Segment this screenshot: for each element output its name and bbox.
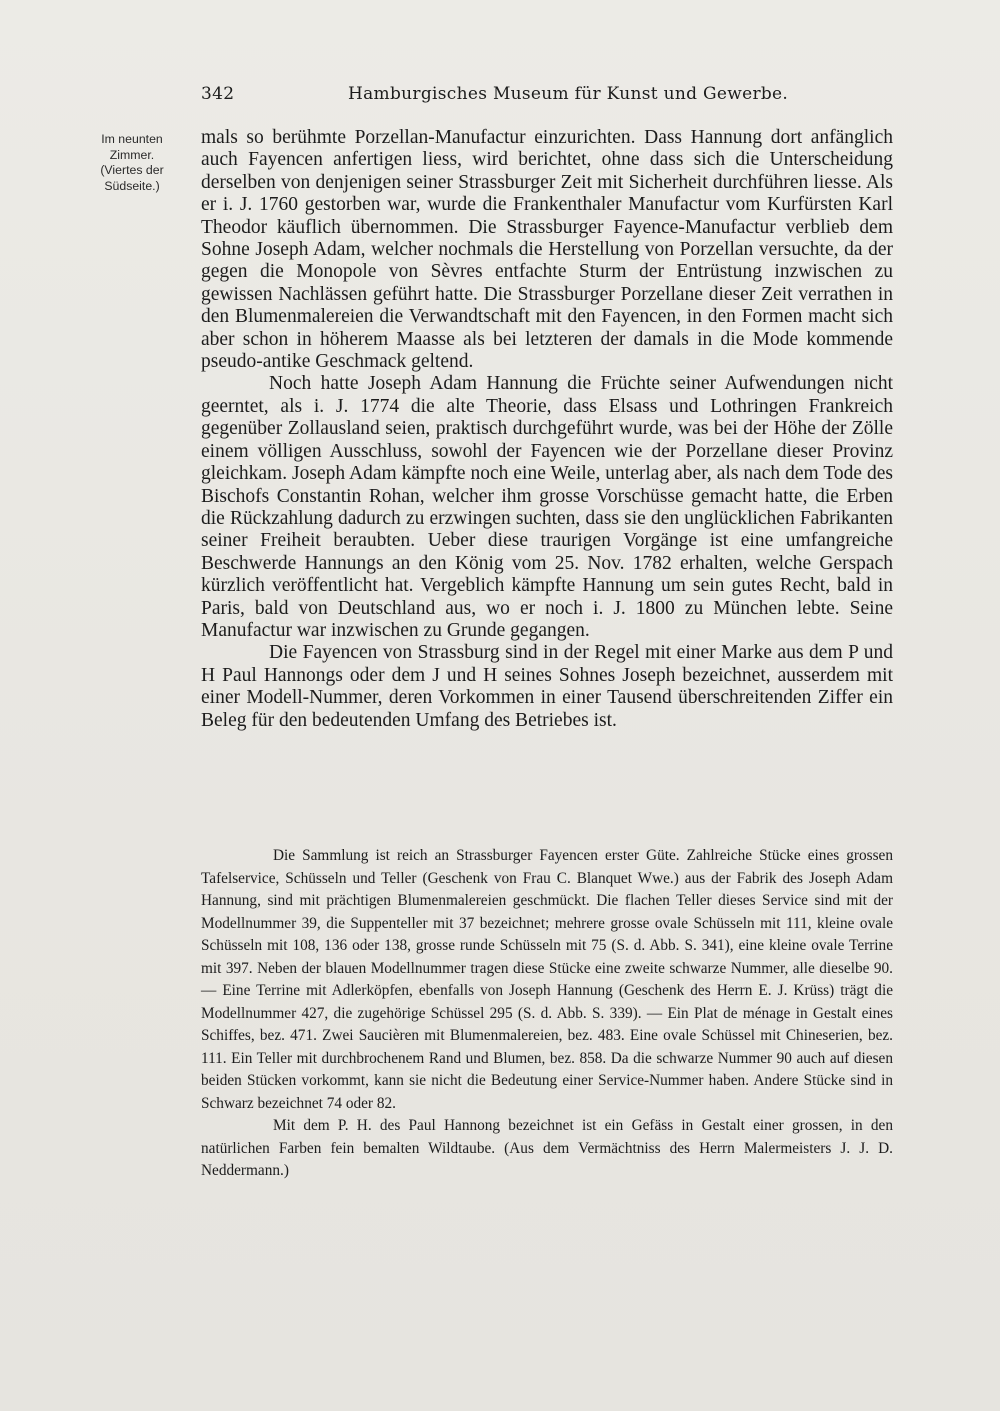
margin-note-line: Im neunten — [101, 132, 163, 146]
running-title: Hamburgisches Museum für Kunst und Gewerbe. — [348, 84, 789, 104]
body-paragraph: mals so berühmte Porzellan-Manufactur einzurichten. Dass Hannung dort anfänglich auch Fayencen anfertigen liess, wird berichtet, ohne dass sich die Unterscheidung derselben von denjenigen seiner Strassburger Zeit mit Sicherheit durchführen liesse. Als er i. J. 1760 gestorben war, wurde die Frankenthaler Manufactur vom Kurfürsten Karl Theodor käuflich übernommen. Die Strassburger Fayence-Manufactur verblieb dem Sohne Joseph Adam, welcher nochmals die Herstellung von Porzellan versuchte, da der gegen die Monopole von Sèvres entfachte Sturm der Entrüstung inzwischen zu gewissen Nachlässen geführt hatte. Die Strassburger Porzellane dieser Zeit verrathen in den Blumenmalereien die Verwandtschaft mit den Fayencen, in den Formen macht sich aber schon in höherem Maasse als bei letzteren der damals in die Mode kommende pseudo-antike Geschmack geltend. — [201, 127, 893, 373]
margin-note-line: Zimmer. — [109, 147, 155, 162]
small-paragraph: Mit dem P. H. des Paul Hannong bezeichnet ist ein Gefäss in Gestalt einer grossen, in den natürlichen Farben fein bemalten Wildtaube. (Aus dem Vermächtniss des Herrn Malermeisters J. J. D. Neddermann.) — [201, 1117, 893, 1179]
main-text — [201, 127, 893, 732]
margin-note-line: (Viertes der — [100, 163, 164, 177]
small-paragraph: Die Sammlung ist reich an Strassburger Fayencen erster Güte. Zahlreiche Stücke eines grossen Tafelservice, Schüsseln und Teller (Geschenk von Frau C. Blanquet Wwe.) aus der Fabrik des Joseph Adam Hannung, sind mit prächtigen Blumenmalereien geschmückt. Die flachen Teller dieses Service sind mit der Modellnummer 39, die Suppenteller mit 37 bezeichnet; mehrere grosse ovale Schüsseln mit 111, kleine ovale Schüsseln mit 108, 136 oder 138, grosse runde Schüsseln mit 75 (S. d. Abb. S. 341), eine kleine ovale Terrine mit 397. Neben der blauen Modellnummer tragen diese Stücke eine zweite schwarze Nummer, alle dieselbe 90. — Eine Terrine mit Adlerköpfen, ebenfalls von Joseph Hannung (Geschenk des Herrn E. J. Krüss) trägt die Modellnummer 427, die zugehörige Schüssel 295 (S. d. Abb. S. 339). — Ein Plat de ménage in Gestalt eines Schiffes, bez. 471. Zwei Saucièren mit Blumenmalereien, bez. 483. Eine ovale Schüssel mit Chineserien, bez. 111. Ein Teller mit durchbrochenem Rand und Blumen, bez. 858. Da die schwarze Nummer 90 auch auf diesen beiden Stücken vorkommt, kann sie nicht die Bedeutung einer Service-Nummer haben. Andere Stücke sind in Schwarz bezeichnet 74 oder 82. — [201, 847, 893, 1112]
margin-note-line: Südseite.) — [104, 178, 160, 193]
margin-note — [82, 132, 182, 194]
body-paragraph: Die Fayencen von Strassburg sind in der Regel mit einer Marke aus dem P und H Paul Hannongs oder dem J und H seines Sohnes Joseph bezeichnet, ausserdem mit einer Modell-Nummer, deren Vorkommen in einer Tausend überschreitenden Ziffer ein Beleg für den bedeutenden Umfang des Betriebes ist. — [201, 642, 893, 731]
page-number: 342 — [201, 84, 235, 104]
page-header — [201, 84, 893, 110]
collection-notes — [201, 845, 893, 1183]
body-paragraph: Noch hatte Joseph Adam Hannung die Früchte seiner Aufwendungen nicht geerntet, als i. J. 1774 die alte Theorie, dass Elsass und Lothringen Frankreich gegenüber Zollausland seien, praktisch durchgeführt wurde, was bei der Höhe der Zölle einem völligen Ausschluss, sowohl der Fayencen wie der Porzellane dieser Provinz gleichkam. Joseph Adam kämpfte noch eine Weile, unterlag aber, als nach dem Tode des Bischofs Constantin Rohan, welcher ihm grosse Vorschüsse gemacht hatte, die Erben die Rückzahlung dadurch zu erzwingen suchten, dass sie den unglücklichen Fabrikanten seiner Freiheit beraubten. Ueber diese traurigen Vorgänge ist eine umfangreiche Beschwerde Hannungs an den König vom 25. Nov. 1782 erhalten, welche Gerspach kürzlich veröffentlicht hat. Vergeblich kämpfte Hannung um sein gutes Recht, bald in Paris, bald von Deutschland aus, wo er noch i. J. 1800 zu München lebte. Seine Manufactur war inzwischen zu Grunde gegangen. — [201, 373, 893, 641]
